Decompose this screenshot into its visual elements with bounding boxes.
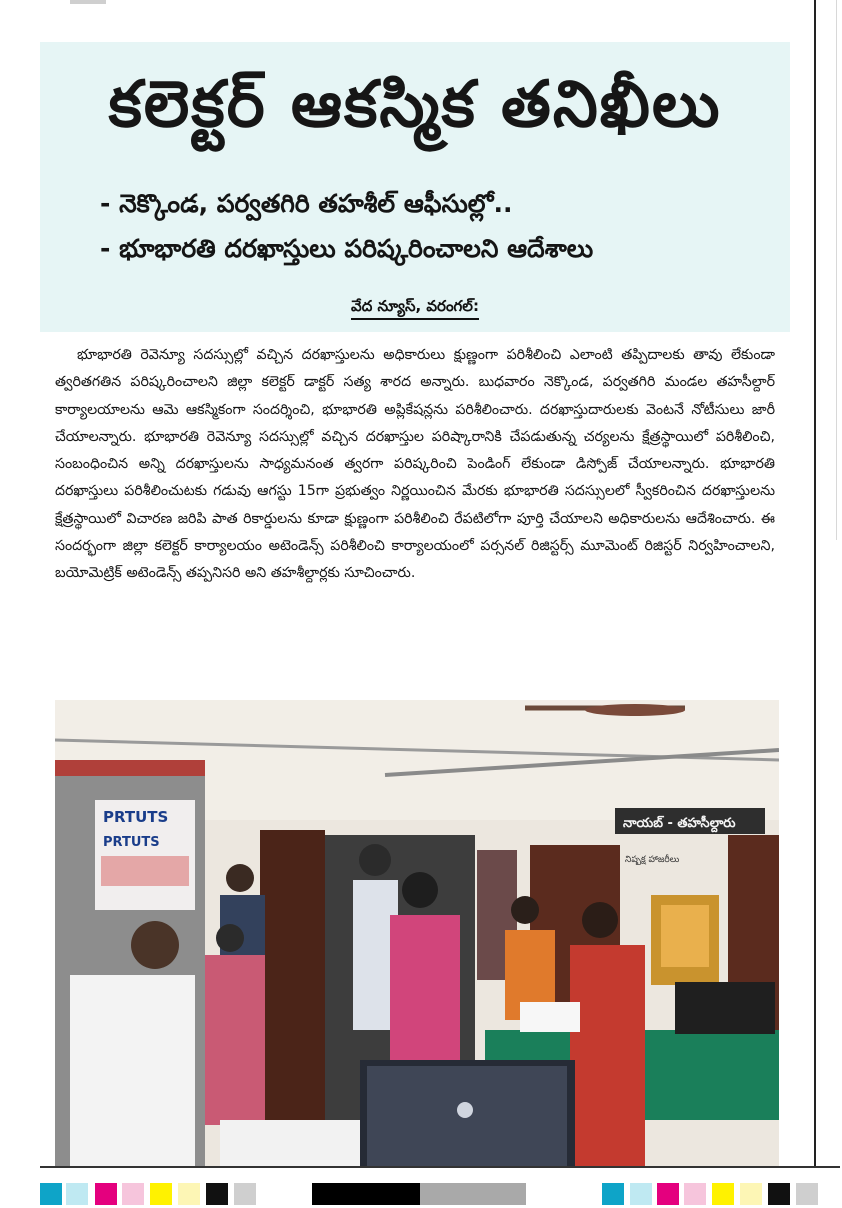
swatch-gray-2 <box>796 1183 818 1205</box>
swatch-black-2 <box>768 1183 790 1205</box>
swatch-black-wide <box>312 1183 420 1205</box>
subheading-1: - నెక్కొండ, పర్వతగిరి తహశీల్ ఆఫీసుల్లో.. <box>100 189 513 218</box>
byline-wrap <box>40 295 790 317</box>
office-scene-illustration <box>55 700 779 1166</box>
swatch-gray-wide <box>420 1183 526 1205</box>
wall-note: నిష్పక్ష హాజరీలు <box>625 855 680 865</box>
bottom-rule <box>40 1166 840 1168</box>
swatch-yellow <box>150 1183 172 1205</box>
swatch-cyan-2 <box>602 1183 624 1205</box>
door-sign: నాయబ్ - తహసీల్దారు <box>623 816 736 831</box>
swatch-magenta <box>95 1183 117 1205</box>
poster-text: PRTUTS <box>103 808 169 826</box>
swatch-light-magenta <box>122 1183 144 1205</box>
swatch-magenta-2 <box>657 1183 679 1205</box>
subheading-2: - భూభారతి దరఖాస్తులు పరిష్కరించాలని ఆదేశాలు <box>100 234 594 263</box>
poster-text-2: PRTUTS <box>103 835 160 850</box>
swatch-black <box>206 1183 228 1205</box>
swatch-cyan <box>40 1183 62 1205</box>
swatch-light-cyan <box>66 1183 88 1205</box>
column-rule-faint <box>836 0 837 540</box>
swatch-light-yellow-2 <box>740 1183 762 1205</box>
article-body: భూభారతి రెవెన్యూ సదస్సుల్లో వచ్చిన దరఖాస్తులను అధికారులు క్షుణ్ణంగా పరిశీలించి ఎలాంటి తప్పిదాలకు తావు లేకుండా త్వరితగతిన పరిష్కరించాలని జిల్లా కలెక్టర్ డాక్టర్ సత్య శారద అన్నారు. బుధవారం నెక్కొండ, పర్వతగిరి మండల తహసీల్దార్ కార్యాలయాలను ఆమె ఆకస్మికంగా సందర్శించి, భూభారతి అప్లికేషన్లను పరిశీలించారు. దరఖాస్తుదారులకు వెంటనే నోటీసులు జారీ చేయాలన్నారు. భూభారతి రెవెన్యూ సదస్సుల్లో వచ్చిన దరఖాస్తుల పరిష్కారానికి చేపడుతున్న చర్యలను క్షేత్రస్థాయిలో పరిశీలించి, సంబంధించిన అన్ని దరఖాస్తులను సాధ్యమనంత త్వరగా పరిష్కరించి పెండింగ్ లేకుండా డిస్పోజ్ చేయాలన్నారు. భూభారతి దరఖాస్తులు పరిశీలించుటకు గడువు ఆగస్టు 15గా ప్రభుత్వం నిర్ణయించిన మేరకు భూభారతి సదస్సులలో స్వీకరించిన దరఖాస్తులను క్షేత్రస్థాయిలో విచారణ జరిపి పాత రికార్డులను కూడా క్షుణ్ణంగా పరిశీలించి రేపటిలోగా పూర్తి చేయాలని అధికారులను ఆదేశించారు. ఈ సందర్భంగా జిల్లా కలెక్టర్ కార్యాలయం అటెండెన్స్ పరిశీలించి కార్యాలయంలో పర్సనల్ రిజిస్టర్స్ మూమెంట్ రిజిస్టర్ నిర్వహించాలని, బయోమెట్రిక్ అటెండెన్స్ తప్పనిసరి అని తహశీల్దార్లకు సూచించారు. <box>55 347 775 582</box>
byline: వేద న్యూస్, వరంగల్: <box>351 297 479 320</box>
column-rule <box>814 0 816 1168</box>
swatch-light-magenta-2 <box>684 1183 706 1205</box>
swatch-gray <box>234 1183 256 1205</box>
headline-panel <box>40 42 790 332</box>
swatch-light-cyan-2 <box>630 1183 652 1205</box>
swatch-yellow-2 <box>712 1183 734 1205</box>
top-stub <box>70 0 106 4</box>
swatch-light-yellow <box>178 1183 200 1205</box>
news-photo <box>55 700 779 1166</box>
headline: కలెక్టర్ ఆకస్మిక తనిఖీలు <box>108 68 722 142</box>
